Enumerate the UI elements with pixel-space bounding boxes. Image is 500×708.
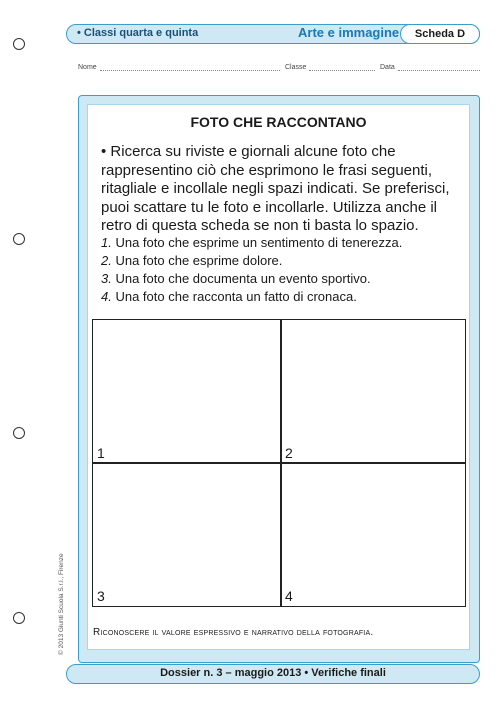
photo-box-1[interactable]: [93, 320, 280, 462]
binder-hole: [13, 233, 25, 245]
photo-box-3[interactable]: [93, 464, 280, 605]
class-level: • Classi quarta e quinta: [77, 27, 199, 39]
photo-box-2[interactable]: [282, 320, 465, 462]
class-label: Classe: [285, 64, 307, 71]
date-field[interactable]: [398, 70, 480, 71]
list-item: 2. Una foto che esprime dolore.: [101, 253, 283, 268]
header-bar: [66, 24, 480, 44]
worksheet-content: [87, 104, 470, 650]
box-number: 2: [285, 445, 293, 461]
list-item: 4. Una foto che racconta un fatto di cronaca.: [101, 289, 357, 304]
copyright-notice: © 2013 Giunti Scuola S.r.l., Firenze: [58, 553, 65, 655]
footer-bar: Dossier n. 3 – maggio 2013 • Verifiche finali: [66, 664, 480, 684]
box-number: 3: [97, 588, 105, 604]
binder-hole: [13, 38, 25, 50]
worksheet-card: [78, 95, 480, 663]
binder-hole: [13, 427, 25, 439]
sheet-badge: Scheda D: [400, 24, 480, 44]
subject-title: Arte e immagine: [298, 25, 400, 40]
list-item: 1. Una foto che esprime un sentimento di tenerezza.: [101, 235, 403, 250]
date-label: Data: [380, 64, 395, 71]
box-number: 1: [97, 445, 105, 461]
binder-hole: [13, 612, 25, 624]
learning-objective: Riconoscere il valore espressivo e narrativo della fotografia.: [93, 627, 374, 638]
class-field[interactable]: [309, 70, 375, 71]
name-label: Nome: [78, 64, 97, 71]
photo-grid: [92, 319, 466, 607]
worksheet-title: FOTO CHE RACCONTANO: [190, 114, 367, 130]
box-number: 4: [285, 588, 293, 604]
name-field[interactable]: [100, 70, 280, 71]
instruction-text: • Ricerca su riviste e giornali alcune foto che rappresentino ciò che esprimono le frasi seguenti, ritagliale e incollale negli spazi indicati. Se preferisci, puoi scattare tu le foto e incollarle. Utilizza anche il retro di questa scheda se non ti basta lo spazio.: [101, 143, 450, 234]
photo-box-4[interactable]: [282, 464, 465, 605]
list-item: 3. Una foto che documenta un evento sportivo.: [101, 271, 371, 286]
